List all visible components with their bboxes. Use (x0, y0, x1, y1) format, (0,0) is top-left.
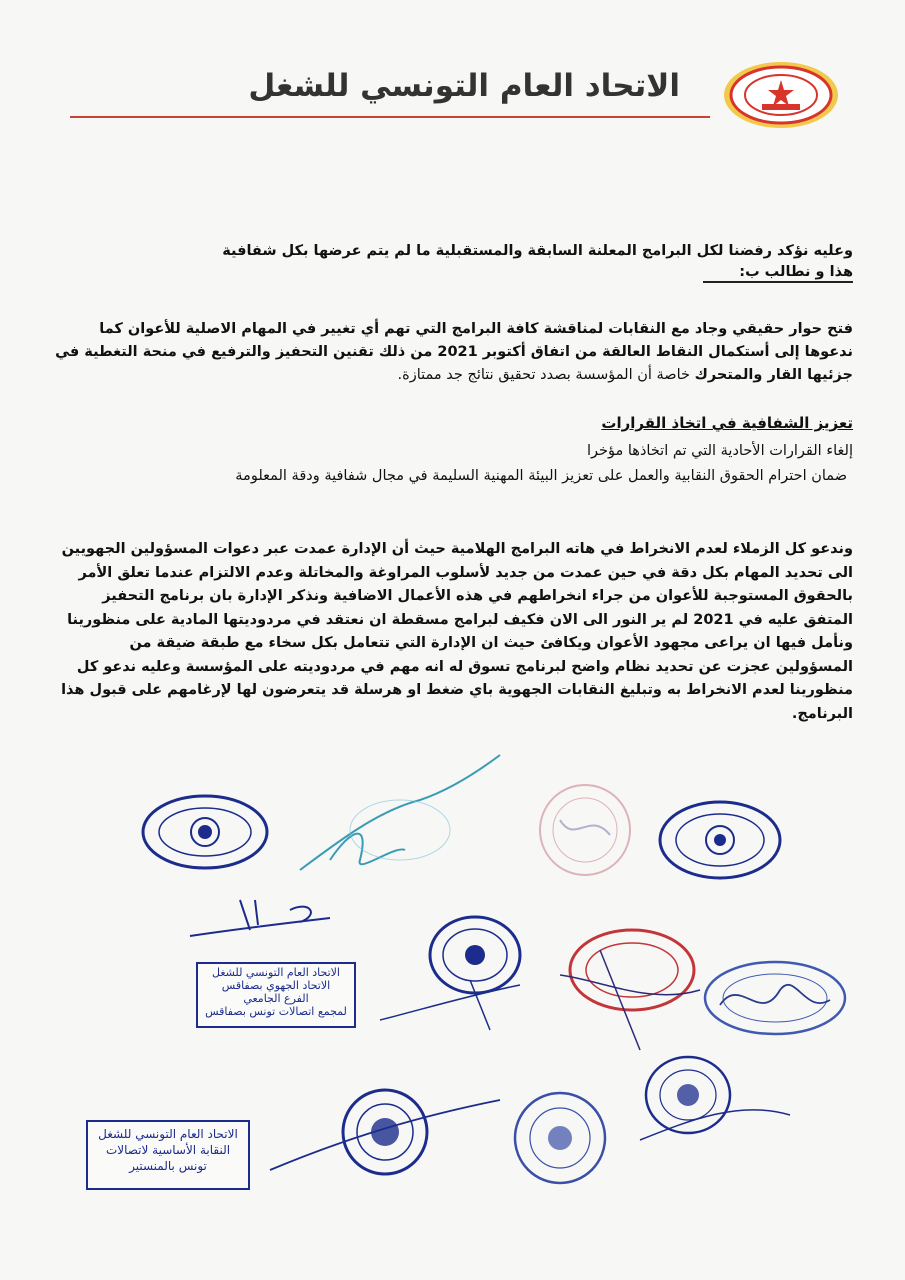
round-stamp-icon (380, 917, 520, 1030)
demands-heading: هذا و نطالب ب: (703, 264, 853, 283)
stamp-line: الاتحاد الجهوي بصفاقس (221, 979, 331, 992)
round-stamp-icon (660, 802, 780, 878)
stamp-line: الفرع الجامعي (243, 992, 309, 1005)
box-stamp-monastir (86, 1120, 250, 1190)
signature-icon (190, 900, 330, 936)
box-stamp-sfax (196, 962, 356, 1028)
transparency-item: ضمان احترام الحقوق النقابية والعمل على تعزيز البيئة المهنية السليمة في مجال شفافية ودقة المعلومة (235, 468, 847, 484)
paragraph-demands (53, 318, 853, 387)
ugtt-logo (722, 60, 840, 130)
transparency-item: إلغاء القرارات الأحادية التي تم اتخاذها مؤخرا (587, 443, 853, 459)
round-stamp-icon (143, 796, 267, 868)
round-stamp-icon (540, 785, 630, 875)
stamp-line: لمجمع اتصالات تونس بصفاقس (205, 1005, 347, 1018)
round-stamp-icon (270, 1090, 500, 1174)
stamps-area (0, 750, 905, 1220)
paragraph-rejection: وعليه نؤكد رفضنا لكل البرامج المعلنة السابقة والمستقبلية ما لم يتم عرضها بكل شفافية (222, 243, 853, 259)
paragraph-demands-normal: خاصة أن المؤسسة بصدد تحقيق نتائج جد ممتازة. (397, 367, 695, 383)
organization-title: الاتحاد العام التونسي للشغل (248, 68, 680, 104)
stamp-line: الاتحاد العام التونسي للشغل (98, 1127, 238, 1141)
header-divider (70, 116, 710, 118)
stamp-line: الاتحاد العام التونسي للشغل (211, 966, 340, 979)
stamp-line: تونس بالمنستير (129, 1159, 207, 1173)
round-stamp-icon (640, 1057, 790, 1140)
round-stamp-icon (705, 962, 845, 1034)
signature-icon (300, 755, 500, 870)
transparency-heading: تعزيز الشفافية في اتخاذ القرارات (601, 414, 853, 432)
stamp-line: النقابة الأساسية لاتصالات (105, 1143, 231, 1157)
round-stamp-icon (515, 1093, 605, 1183)
paragraph-demands-bold: فتح حوار حقيقي وجاد مع النقابات لمناقشة كافة البرامج التي تهم أي تغيير في المهام الاصلية للأعوان كما ندعوها إلى أستكمال النقاط العالقة من اتفاق أكتوبر 2021 من ذلك تقنين التحفيز والترفيع في منحة التغطية في جزئيها القار والمتحرك (55, 321, 853, 383)
round-stamp-icon (560, 930, 700, 1050)
paragraph-call-to-colleagues: وندعو كل الزملاء لعدم الانخراط في هاته البرامج الهلامية حيث أن الإدارة عمدت عبر دعوات المسؤولين الجهويين الى تحديد المهام بكل دقة في حين عمدت من جديد لأسلوب المراوغة والمخاتلة وعدم الالتزام عندما تعلق الأمر بالحقوق المستوجبة للأعوان من جراء انخراطهم في هذه الأعمال الاضافية ونذكر الإدارة بان برنامج التحفيز المتفق عليه في 2021 لم ير النور الى الان فكيف لبرامج مسقطة ان نعتقد في مردوديتها المادية على منظورينا ونأمل فيها ان يراعى مجهود الأعوان ويكافئ حيث ان الإدارة التي تتعامل بكل سخاء مع طبقة ضيقة من المسؤولين عجزت عن تحديد نظام واضح لبرنامج تسوق له انه مهم في مردوديته على المؤسسة وعليه ندعو كل منظورينا لعدم الانخراط به وتبليغ النقابات الجهوية باي ضغط او هرسلة قد يتعرضون لها لإرغامهم على قبول هذا البرنامج. (61, 541, 853, 722)
